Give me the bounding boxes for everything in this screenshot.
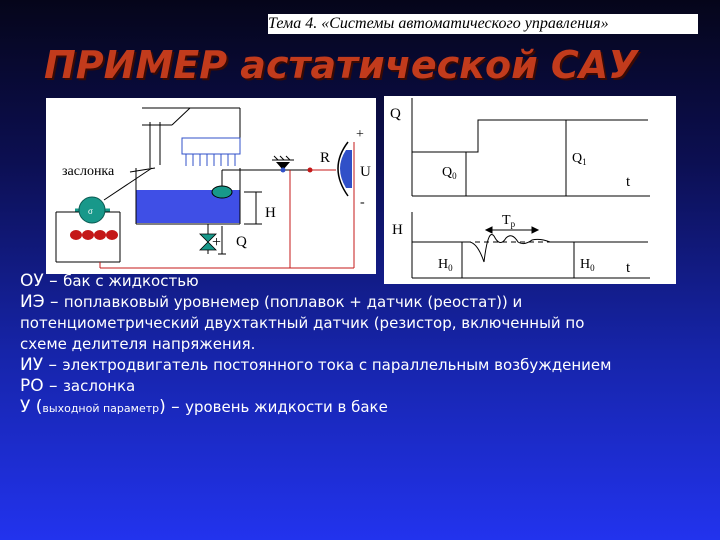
flow-label: Q xyxy=(236,234,247,250)
minus-sign: - xyxy=(360,195,365,210)
svg-text:σ: σ xyxy=(88,207,93,216)
graph-panel xyxy=(384,96,676,284)
h0-right-label: $H_0$ xyxy=(580,257,595,273)
level-label: H xyxy=(265,205,276,221)
top-y-label: Q xyxy=(390,106,401,122)
q1-label: $Q_1$ xyxy=(572,151,587,167)
topic-header: Тема 4. «Системы автоматического управления» xyxy=(268,14,698,34)
line-ou: ОУ – бак с жидкостью xyxy=(20,271,199,291)
resistor-label: R xyxy=(320,150,331,166)
bottom-y-label: H xyxy=(392,222,403,238)
voltage-label: U xyxy=(360,164,371,180)
line-ie-cont1: потенциометрический двухтактный датчик (резистор, включенный по xyxy=(20,314,585,332)
line-ie-cont2: схеме делителя напряжения. xyxy=(20,335,256,353)
line-ro: РО – заслонка xyxy=(20,376,136,396)
tp-label: $T_р$ xyxy=(502,213,516,229)
h0-left-label: $H_0$ xyxy=(438,257,453,273)
line-iu: ИУ – электродвигатель постоянного тока с параллельным возбуждением xyxy=(20,355,612,375)
legend-text xyxy=(20,270,710,419)
valve-label: заслонка xyxy=(62,164,115,179)
plus-sign: + xyxy=(356,127,364,142)
bottom-t-label: t xyxy=(626,260,631,276)
q0-label: $Q_0$ xyxy=(442,165,457,181)
line-ie: ИЭ – поплавковый уровнемер (поплавок + датчик (реостат)) и xyxy=(20,292,523,312)
slide-title: ПРИМЕР астатической САУ xyxy=(44,43,638,87)
line-u: У (выходной параметр) – уровень жидкости в баке xyxy=(20,397,388,417)
valve-plus-sign: + xyxy=(212,234,222,251)
top-t-label: t xyxy=(626,174,631,190)
